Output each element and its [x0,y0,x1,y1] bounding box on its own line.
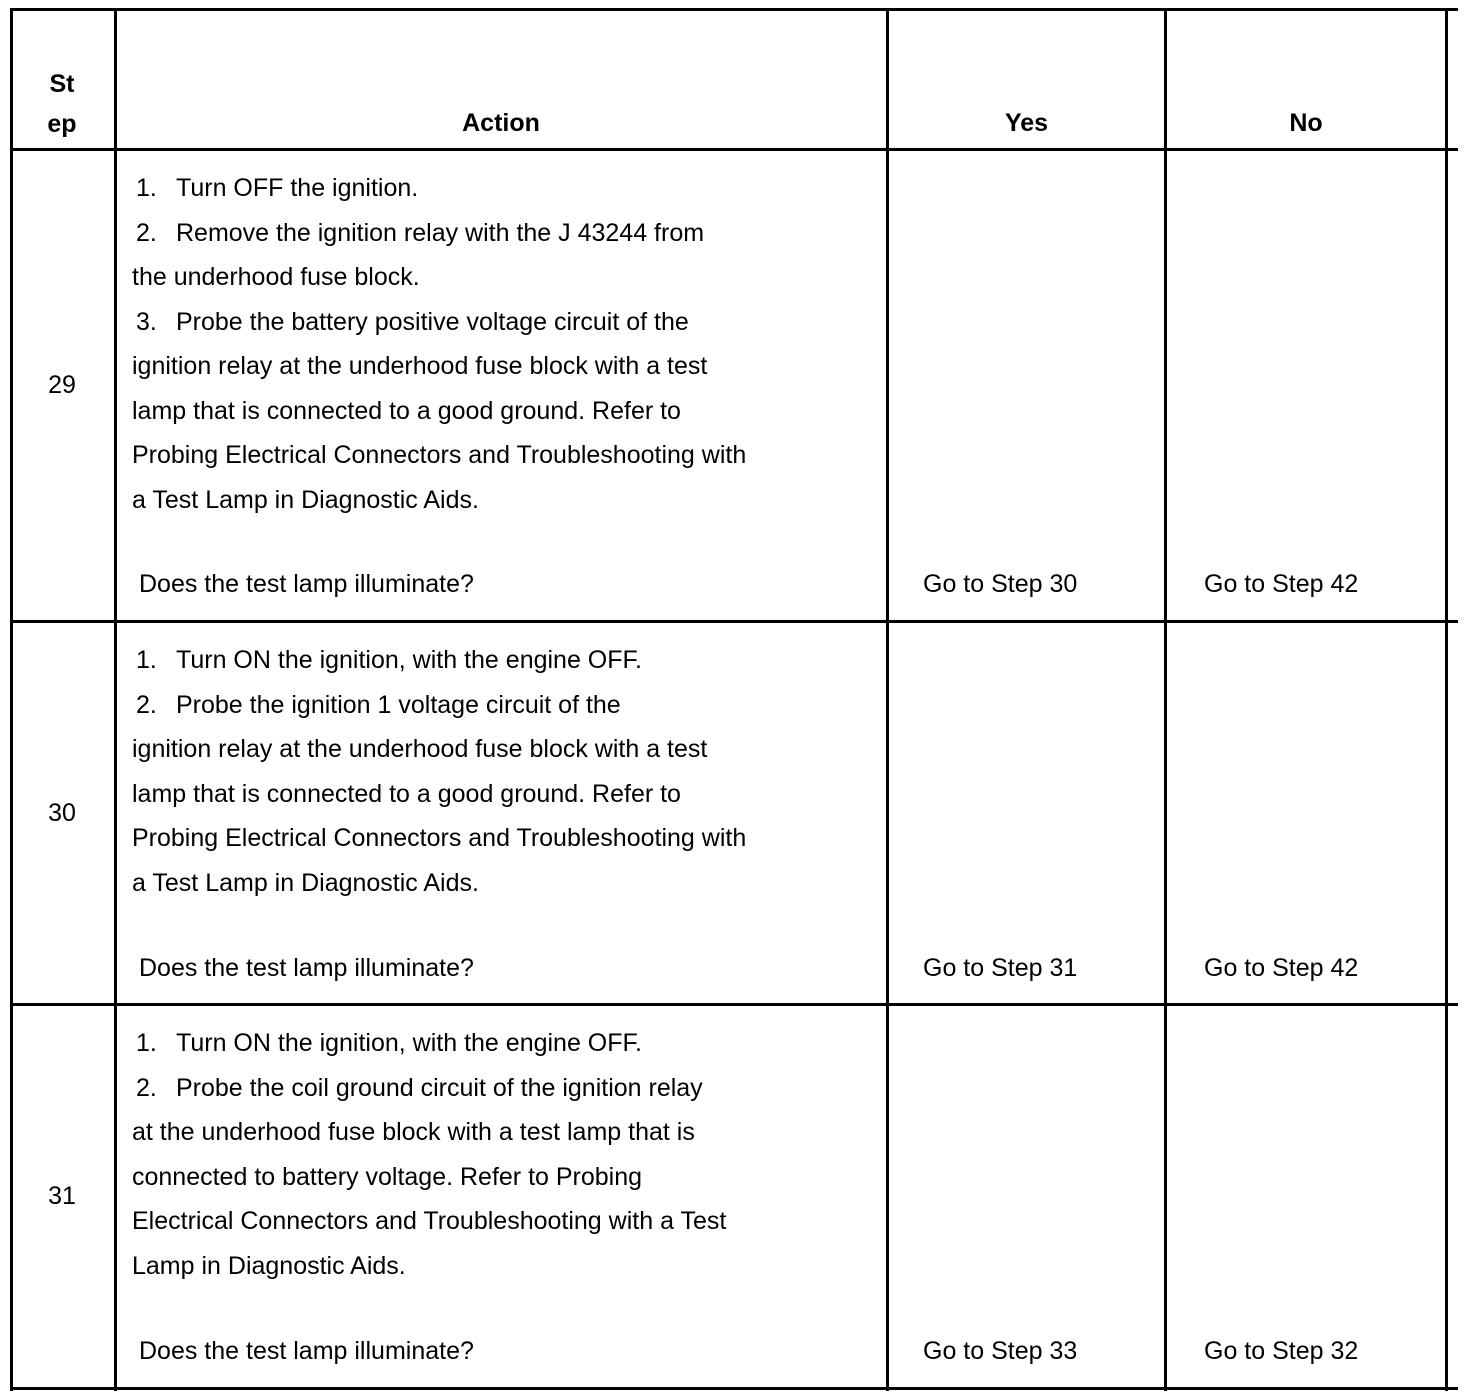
action-line: at the underhood fuse block with a test lamp that is [132,1118,695,1146]
diagnostic-table [10,8,1458,1392]
header-step [10,64,114,144]
column-divider [1164,8,1167,1391]
step-number: 30 [48,799,76,827]
column-divider [114,8,117,1391]
table-border-bottom [10,1387,1458,1390]
no-result: Go to Step 42 [1204,954,1359,982]
action-line: a Test Lamp in Diagnostic Aids. [132,868,479,897]
action-question: Does the test lamp illuminate? [139,570,474,598]
yes-result: Go to Step 30 [923,570,1078,598]
column-divider [886,8,889,1391]
action-line: a Test Lamp in Diagnostic Aids. [132,485,479,514]
step-number: 29 [48,371,76,399]
action-line: Lamp in Diagnostic Aids. [132,1251,406,1280]
action-line: 1. Turn ON the ignition, with the engine OFF. [136,1029,642,1057]
action-line: 2. Probe the ignition 1 voltage circuit of the [136,690,621,719]
header-yes: Yes [1004,109,1049,137]
action-line: the underhood fuse block. [132,263,420,291]
action-text [132,1021,726,1288]
action-question: Does the test lamp illuminate? [139,1337,474,1365]
action-line: 1. Turn OFF the ignition. [136,174,419,202]
yes-result: Go to Step 31 [923,954,1078,982]
row-divider [10,1003,1458,1006]
action-line: 2. Probe the coil ground circuit of the ignition relay [136,1073,703,1102]
action-line: Electrical Connectors and Troubleshooting with a Test [132,1207,727,1235]
action-line: ignition relay at the underhood fuse block with a test [132,352,708,380]
action-text [132,166,746,522]
action-line: lamp that is connected to a good ground. Refer to [132,396,681,425]
action-line: Probing Electrical Connectors and Troubleshooting with [132,824,747,852]
header-step-line1: St [49,70,75,98]
action-line: ignition relay at the underhood fuse block with a test [132,735,708,763]
header-action: Action [462,109,540,137]
action-line: 3. Probe the battery positive voltage circuit of the [136,307,689,336]
action-line: connected to battery voltage. Refer to Probing [132,1162,643,1191]
step-number: 31 [48,1182,76,1210]
header-divider [10,148,1458,151]
action-line: Probing Electrical Connectors and Troubleshooting with [132,441,747,469]
yes-result: Go to Step 33 [923,1337,1078,1365]
action-line: 2. Remove the ignition relay with the J 43244 from [136,218,705,247]
action-question: Does the test lamp illuminate? [139,954,474,982]
no-result: Go to Step 42 [1204,570,1359,598]
table-border-top [10,8,1458,11]
action-line: lamp that is connected to a good ground. Refer to [132,779,681,808]
header-no: No [1289,109,1323,137]
action-text [132,638,746,905]
table-border-right [1445,8,1448,1391]
no-result: Go to Step 32 [1204,1337,1359,1365]
header-step-line2: ep [47,110,77,138]
row-divider [10,620,1458,623]
action-line: 1. Turn ON the ignition, with the engine OFF. [136,646,642,674]
